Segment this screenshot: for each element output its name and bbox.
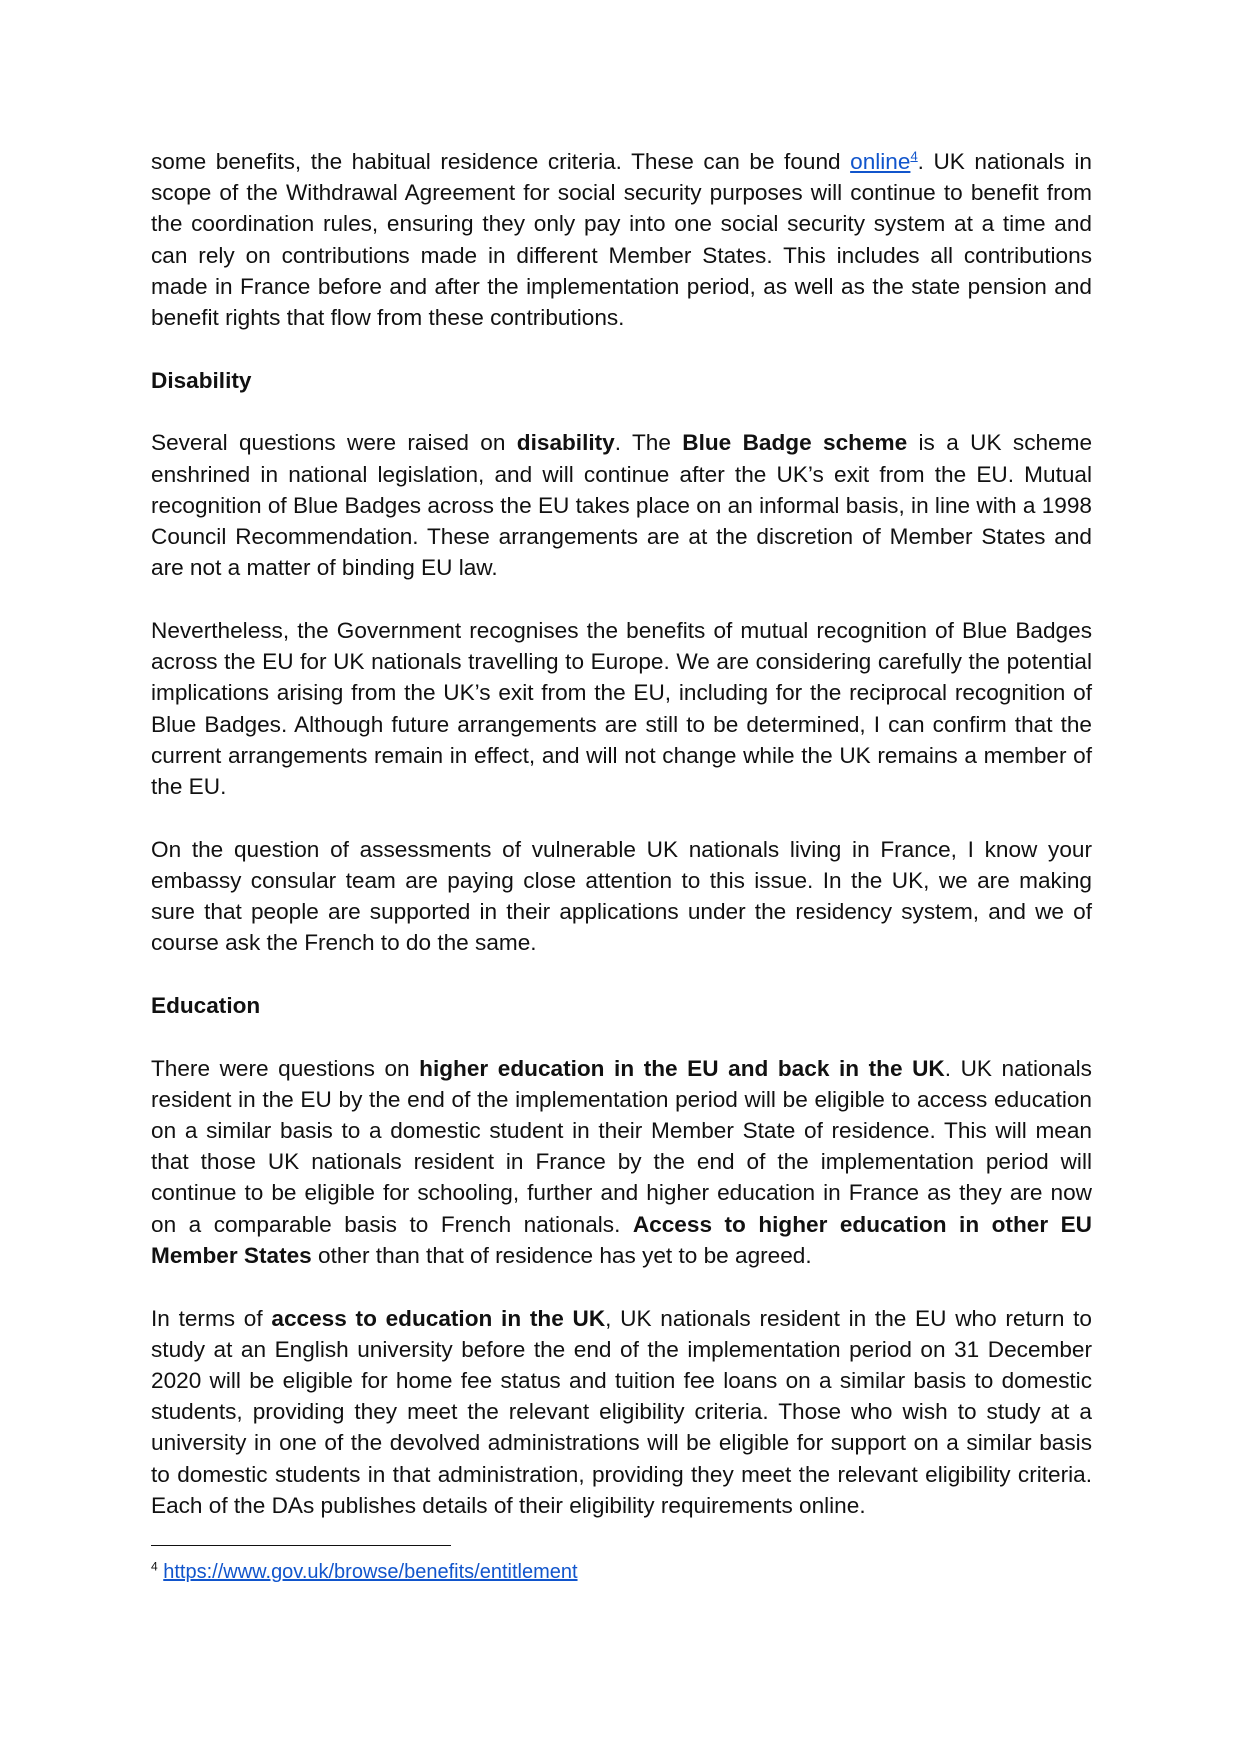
blue-badge-scheme-bold: Blue Badge scheme [682, 430, 908, 456]
disability-heading: Disability [151, 367, 252, 393]
footnote-reference[interactable]: 4 [910, 148, 918, 164]
disability-paragraph-3: On the question of assessments of vulnerable UK nationals living in France, I know your embassy consular team are paying close attention to this issue. In the UK, we are making sure that people are supported in their applications under the residency system, and we of course ask the French to do the same. [151, 836, 1092, 956]
disability-paragraph-2: Nevertheless, the Government recognises the benefits of mutual recognition of Blue Badges across the EU for UK nationals travelling to Europe. We are considering carefully the potential implications arising from the UK’s exit from the EU, including for the reciprocal recognition of Blue Badges. Although future arrangements are still to be determined, I can confirm that the current arrangements remain in effect, and will not change while the UK remains a member of the EU. [151, 617, 1092, 799]
intro-paragraph [151, 146, 1092, 333]
access-education-uk-bold: access to education in the UK [271, 1305, 606, 1331]
higher-education-bold: higher education in the EU and back in the UK [419, 1055, 945, 1081]
online-link[interactable]: online [850, 149, 911, 174]
disability-paragraph-1: Several questions were raised on disability. The Blue Badge scheme is a UK scheme enshrined in national legislation, and will continue after the UK’s exit from the EU. Mutual recognition of Blue Badges across the EU takes place on an informal basis, in line with a 1998 Council Recommendation. These arrangements are at the discretion of Member States and are not a matter of binding EU law. [151, 430, 1093, 581]
footnote-divider [151, 1545, 451, 1546]
education-heading: Education [151, 992, 261, 1018]
intro-text-after-link: . UK nationals in scope of the Withdrawal Agreement for social security purposes will continue to benefit from the coordination rules, ensuring they only pay into one social security system at a time and can rely on contributions made in different Member States. This includes all contributions made in France before and after the implementation period, as well as the state pension and benefit rights that flow from these contributions. [151, 149, 1092, 331]
footnote-number: 4 [151, 1559, 158, 1574]
education-paragraph-2: In terms of access to education in the UK, UK nationals resident in the EU who return to study at an English university before the end of the implementation period on 31 December 2020 will be eligible for home fee status and tuition fee loans on a similar basis to domestic students, providing they meet the relevant eligibility criteria. Those who wish to study at a university in one of the devolved administrations will be eligible for support on a similar basis to domestic students in that administration, providing they meet the relevant eligibility criteria. Each of the DAs publishes details of their eligibility requirements online. [151, 1305, 1092, 1518]
footnote [151, 1559, 578, 1585]
intro-text-before-link: some benefits, the habitual residence criteria. These can be found [151, 149, 851, 174]
education-paragraph-1: There were questions on higher education in the EU and back in the UK. UK nationals resident in the EU by the end of the implementation period will be eligible to access education on a similar basis to a domestic student in their Member State of residence. This will mean that those UK nationals resident in France by the end of the implementation period will continue to be eligible for schooling, further and higher education in France as they are now on a comparable basis to French nationals. Access to higher education in other EU Member States other than that of residence has yet to be agreed. [151, 1055, 1092, 1268]
disability-bold: disability [516, 430, 615, 456]
access-higher-education-bold: Access to higher education in other EU Member States [151, 1211, 1092, 1268]
footnote-url-link[interactable]: https://www.gov.uk/browse/benefits/entitlement [163, 1561, 578, 1583]
